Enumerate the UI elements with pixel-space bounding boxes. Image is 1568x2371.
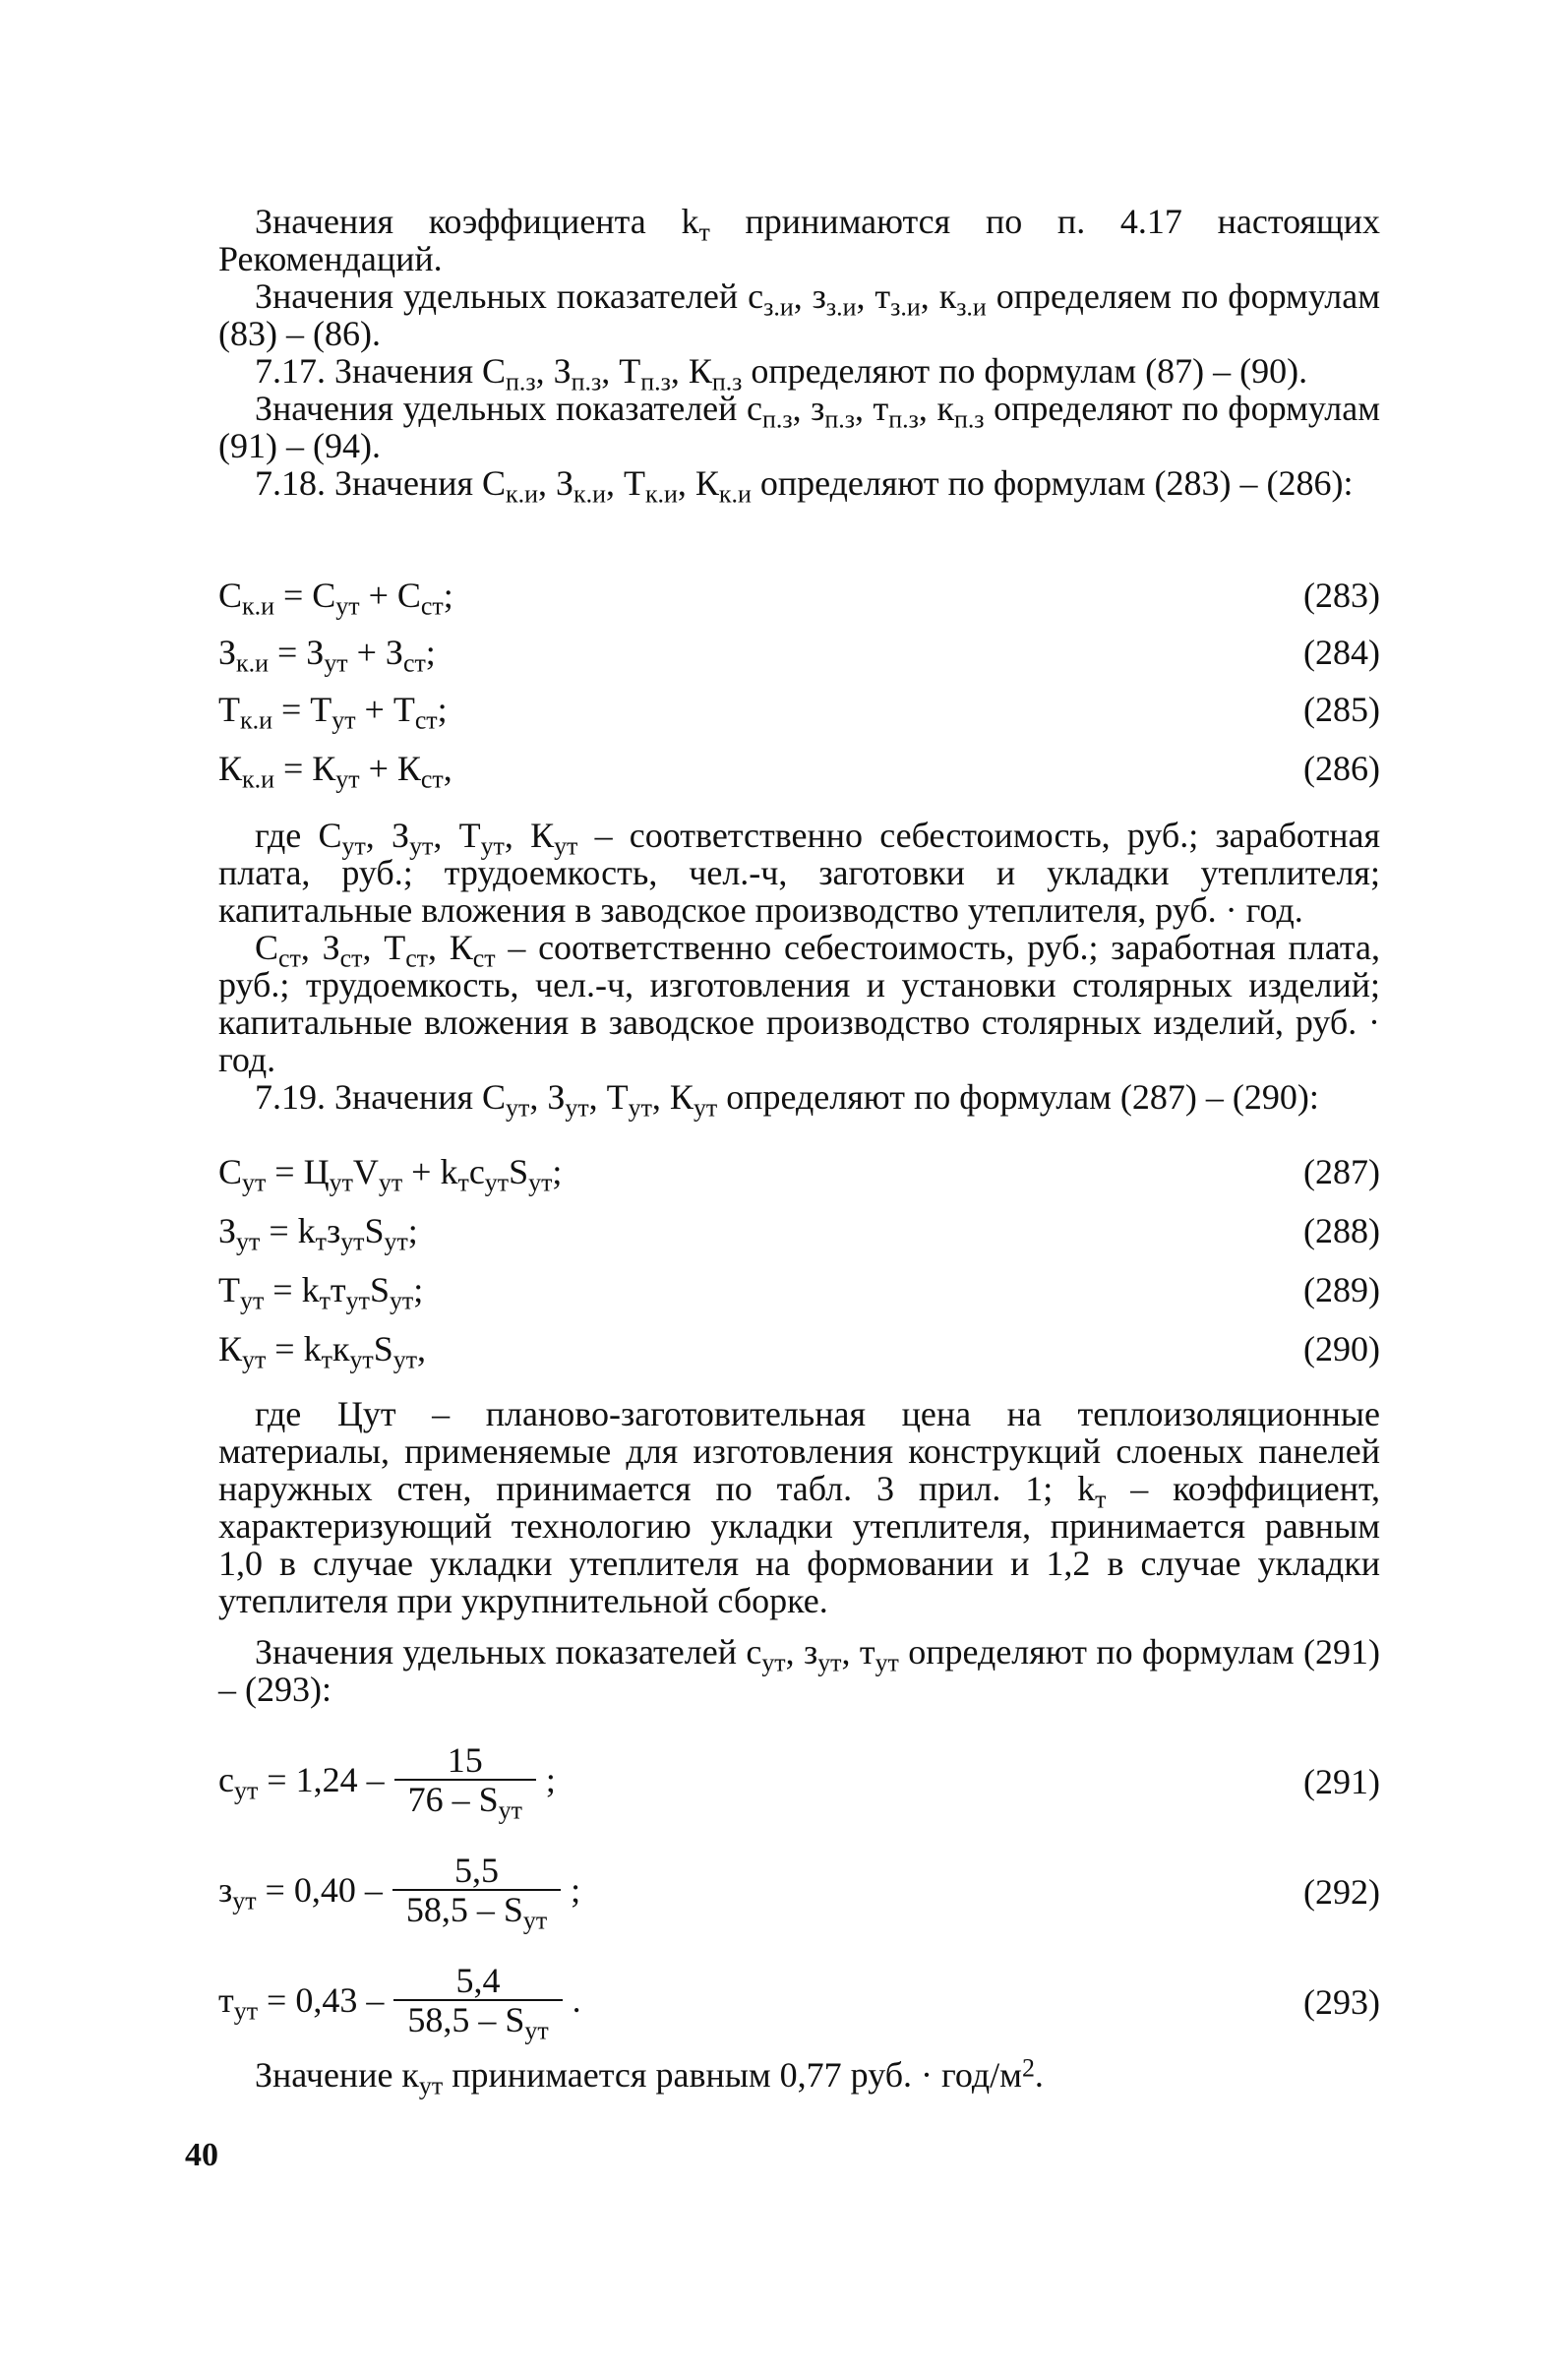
subscript: ут <box>628 1093 652 1123</box>
subscript: п.з <box>762 404 793 434</box>
subscript: п.з <box>571 367 602 396</box>
formula-287 <box>218 1149 1380 1197</box>
text: , Т <box>362 928 406 967</box>
paragraph-specific-indicators-ut <box>218 1633 1380 1708</box>
subscript: п.з <box>953 404 985 434</box>
fraction: $\frac{15}{76 - S_{ут}}$ <box>394 1741 536 1818</box>
subscript: к.и <box>718 479 752 509</box>
text: Значения удельных показателей c <box>255 276 764 316</box>
text: , К <box>677 463 719 503</box>
equation-number: (284) <box>1303 633 1380 672</box>
text: определяют по формулам (291) – (293): <box>218 1632 1381 1709</box>
equation-number: (291) <box>1303 1762 1380 1801</box>
text: определяют по формулам (87) – (90). <box>742 351 1308 391</box>
text-block-middle <box>218 816 1380 1123</box>
subscript: п.з <box>506 367 536 396</box>
text: Значения удельных показателей c <box>255 389 762 428</box>
text: , З <box>300 928 340 967</box>
formula-expression: $З_{к.и} = З_{ут} + З_{ст}$; <box>218 633 436 678</box>
paragraph-where-price <box>218 1395 1380 1619</box>
text-block-top <box>218 202 1380 509</box>
subscript: ут <box>418 2071 444 2100</box>
text: где C <box>255 816 342 855</box>
formula-expression: $К_{ут} = k_тк_{ут}S_{ут}$, <box>218 1329 427 1374</box>
subscript: ут <box>693 1093 718 1123</box>
text: принимается равным 0,77 руб. · год/м <box>443 2055 1022 2095</box>
formula-expression: $К_{к.и} = К_{ут} + К_{ст}$, <box>218 749 452 794</box>
subscript: к.и <box>573 479 606 509</box>
subscript: ут <box>817 1648 842 1677</box>
subscript: ут <box>341 831 366 861</box>
text: , З <box>537 463 574 503</box>
paragraph-kut-value <box>218 2053 1380 2100</box>
formula-expression: $З_{ут} = k_тз_{ут}S_{ут}$; <box>218 1211 418 1256</box>
formula-293 <box>218 1934 1380 2045</box>
text-block-lower <box>218 1395 1380 1708</box>
subscript: к.и <box>644 479 678 509</box>
paragraph-specific-indicators-pz <box>218 390 1380 464</box>
formula-expression: $з_{ут} = 0,40$ – $\frac{5,5}{58,5 - S_{ут}}$ ; <box>218 1851 581 1935</box>
text: , Т <box>588 1077 629 1117</box>
subscript: ст <box>472 943 496 973</box>
text: принимаются по п. 4.17 настоящих Рекомендаций. <box>218 202 1380 278</box>
formula-283 <box>218 573 1380 621</box>
text: , т <box>856 276 891 316</box>
subscript: ут <box>874 1648 899 1677</box>
paragraph-kt <box>218 203 1380 277</box>
text-block-bottom <box>218 2053 1380 2100</box>
text: , з <box>792 389 825 428</box>
text: определяют по формулам (91) – (94). <box>218 389 1380 465</box>
text: , т <box>854 389 889 428</box>
text: , т <box>841 1632 875 1672</box>
text: – соответственно себестоимость, руб.; заработная плата, руб.; трудоемкость, чел.-ч, заготовки и укладки утеплителя; капитальные вложения в заводское производство утеплителя, руб. · год. <box>218 816 1380 930</box>
equation-number: (285) <box>1303 690 1380 729</box>
formula-expression: $т_{ут} = 0,43$ – $\frac{5,4}{58,5 - S_{ут}}$ . <box>218 1961 581 2045</box>
text: , к <box>920 276 957 316</box>
equation-number: (286) <box>1303 749 1380 788</box>
paragraph-where-ut <box>218 817 1380 929</box>
formula-290 <box>218 1326 1380 1374</box>
text: , З <box>529 1077 566 1117</box>
equation-number: (289) <box>1303 1270 1380 1309</box>
text: Значения коэффициента k <box>255 202 699 241</box>
subscript: ут <box>554 831 578 861</box>
text: , К <box>428 928 473 967</box>
text: определяют по формулам (287) – (290): <box>717 1077 1319 1117</box>
text: 7.19. Значения C <box>255 1077 507 1117</box>
equation-number: (292) <box>1303 1872 1380 1912</box>
subscript: ут <box>409 831 434 861</box>
text: 7.17. Значения C <box>255 351 507 391</box>
text: , З <box>535 351 572 391</box>
subscript: ст <box>339 943 363 973</box>
subscript: ут <box>480 831 505 861</box>
subscript: т <box>1095 1485 1107 1514</box>
formula-expression: $Т_{ут} = k_тт_{ут}S_{ут}$; <box>218 1270 424 1315</box>
text: Значения удельных показателей c <box>255 1632 762 1672</box>
formula-288 <box>218 1208 1380 1256</box>
fraction: $\frac{5,5}{58,5 - S_{ут}}$ <box>392 1852 561 1928</box>
equation-number: (290) <box>1303 1329 1380 1368</box>
subscript: ст <box>405 943 429 973</box>
paragraph-7-19 <box>218 1077 1380 1123</box>
text: , к <box>918 389 954 428</box>
equation-number: (288) <box>1303 1211 1380 1250</box>
text: где Цут – планово-заготовительная цена на теплоизоляционные материалы, применяемые для изготовления конструкций слоеных панелей наружных стен, принимается по табл. 3 прил. 1; k <box>218 1394 1380 1508</box>
text: , К <box>651 1077 694 1117</box>
equation-number: (287) <box>1303 1152 1380 1191</box>
subscript: ст <box>278 943 301 973</box>
text: . <box>1034 2055 1044 2095</box>
text: , К <box>504 816 555 855</box>
paragraph-7-18 <box>218 463 1380 509</box>
text: Значение к <box>255 2055 419 2095</box>
text: , з <box>785 1632 818 1672</box>
formula-285 <box>218 687 1380 735</box>
formula-286 <box>218 746 1380 794</box>
subscript: п.з <box>640 367 671 396</box>
fraction: $\frac{5,4}{58,5 - S_{ут}}$ <box>393 1962 562 2038</box>
formula-expression: $C_{ут} = Ц_{ут}V_{ут} + k_тc_{ут}S_{ут}$; <box>218 1152 563 1197</box>
text: , К <box>670 351 712 391</box>
text: C <box>255 928 279 967</box>
text: 7.18. Значения C <box>255 463 507 503</box>
paragraph-specific-indicators-zi <box>218 277 1380 352</box>
text: , Т <box>433 816 481 855</box>
subscript: п.з <box>824 404 855 434</box>
text: – коэффициент, характеризующий технологию укладки утеплителя, принимается равным 1,0 в случае укладки утеплителя на формовании и 1,2 в случае укладки утеплителя при укрупнительной сборке. <box>218 1469 1380 1620</box>
page-number: 40 <box>185 2137 218 2173</box>
text: , Т <box>601 351 641 391</box>
subscript: ут <box>506 1093 530 1123</box>
subscript: з.и <box>763 292 794 322</box>
text: , з <box>793 276 826 316</box>
paragraph-7-17 <box>218 351 1380 396</box>
subscript: ут <box>565 1093 589 1123</box>
subscript: ут <box>761 1648 786 1677</box>
text: – соответственно себестоимость, руб.; заработная плата, руб.; трудоемкость, чел.-ч, изготовления и установки столярных изделий; капитальные вложения в заводское производство столярных изделий, руб. · год. <box>218 928 1380 1079</box>
subscript: к.и <box>506 479 538 509</box>
formula-expression: $C_{к.и} = C_{ут} + C_{ст}$; <box>218 576 453 621</box>
subscript: з.и <box>825 292 857 322</box>
text: определяют по формулам (283) – (286): <box>751 463 1354 503</box>
formula-expression: $Т_{к.и} = Т_{ут} + Т_{ст}$; <box>218 690 448 735</box>
equation-number: (283) <box>1303 576 1380 615</box>
text: определяем по формулам (83) – (86). <box>218 276 1380 353</box>
equation-number: (293) <box>1303 1982 1380 2022</box>
subscript: з.и <box>956 292 987 322</box>
formula-291 <box>218 1714 1380 1825</box>
subscript: з.и <box>890 292 921 322</box>
text: , Т <box>605 463 645 503</box>
formula-284 <box>218 630 1380 678</box>
paragraph-st <box>218 929 1380 1078</box>
formula-289 <box>218 1267 1380 1315</box>
subscript: п.з <box>711 367 743 396</box>
text: , З <box>365 816 410 855</box>
superscript: 2 <box>1021 2053 1035 2083</box>
formula-292 <box>218 1824 1380 1935</box>
subscript: т <box>698 217 710 247</box>
subscript: п.з <box>888 404 919 434</box>
formula-expression: $c_{ут} = 1,24$ – $\frac{15}{76 - S_{ут}}$ ; <box>218 1740 556 1825</box>
